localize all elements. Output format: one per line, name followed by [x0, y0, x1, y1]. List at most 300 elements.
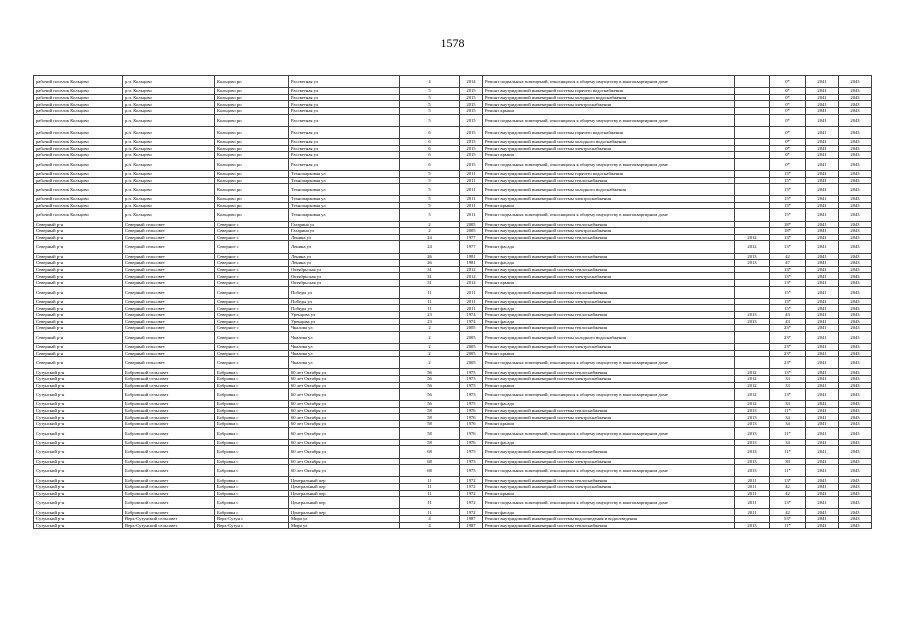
cell-year-plan-to: 2043 [839, 446, 872, 458]
cell-house: 58 [400, 414, 460, 421]
cell-year-period-start: 39 [770, 458, 806, 465]
cell-work: Ремонт внутридомовой инженерной системы теплоснабжения [483, 253, 735, 260]
cell-house: 5 [400, 202, 460, 209]
cell-year-built: 2011 [460, 298, 483, 305]
cell-year-plan-from: 2041 [806, 221, 839, 228]
cell-year-plan-to: 2043 [839, 234, 872, 241]
cell-house: 6 [400, 152, 460, 159]
cell-year-built: 1976 [460, 421, 483, 428]
cell-year-plan-to: 2043 [839, 286, 872, 298]
cell-locality: рабочий поселок Кольцово [34, 138, 123, 145]
cell-year-plan-from: 2041 [806, 407, 839, 414]
cell-year-built: 1981 [460, 260, 483, 267]
cell-house: 6 [400, 145, 460, 152]
table-row [34, 318, 872, 325]
cell-year-built: 1987 [460, 515, 483, 522]
cell-year-plan-from: 2041 [806, 427, 839, 439]
cell-settlement: Северный сельсовет [123, 221, 215, 228]
cell-municipality: Северное с [215, 260, 289, 267]
cell-municipality: Верх-Сузун с [215, 522, 289, 529]
cell-year-built: 2011 [460, 305, 483, 312]
cell-year-plan-from: 2041 [806, 490, 839, 497]
cell-house: 5 [400, 107, 460, 114]
cell-work: Ремонт фасада [483, 260, 735, 267]
cell-year-built: 1975 [460, 465, 483, 477]
cell-locality: рабочий поселок Кольцово [34, 170, 123, 177]
cell-settlement: Северный сельсовет [123, 234, 215, 241]
table-row [34, 88, 872, 95]
cell-house: 11 [400, 490, 460, 497]
cell-house: 31 [400, 266, 460, 273]
cell-year-period-start: 13* [770, 477, 806, 484]
cell-house: 58 [400, 427, 460, 439]
cell-year-plan-to: 2043 [839, 177, 872, 184]
cell-year-period-start: 47 [770, 260, 806, 267]
cell-street: Ленина ул [289, 241, 400, 253]
cell-municipality: Кольцово рп [215, 170, 289, 177]
cell-house: 26 [400, 253, 460, 260]
cell-year-built: 1975 [460, 382, 483, 389]
cell-locality: рабочий поселок Кольцово [34, 145, 123, 152]
cell-year-plan-from: 2041 [806, 234, 839, 241]
cell-settlement: Бобровский сельсовет [123, 477, 215, 484]
cell-year-plan-to: 2043 [839, 497, 872, 509]
cell-year-last [735, 177, 770, 184]
cell-settlement: Северный сельсовет [123, 286, 215, 298]
cell-settlement: Бобровский сельсовет [123, 382, 215, 389]
cell-house: 23 [400, 311, 460, 318]
cell-work: Ремонт фасада [483, 305, 735, 312]
cell-year-plan-from: 2041 [806, 266, 839, 273]
cell-municipality: Кольцово рп [215, 126, 289, 138]
cell-year-last: 2011 [735, 484, 770, 491]
cell-year-period-start: 0* [770, 114, 806, 126]
cell-locality: Сузунский р-н [34, 407, 123, 414]
table-row [34, 515, 872, 522]
cell-year-period-start: 0* [770, 138, 806, 145]
cell-year-built: 2011 [460, 286, 483, 298]
cell-year-plan-from: 2041 [806, 311, 839, 318]
cell-house: 11 [400, 484, 460, 491]
cell-year-plan-to: 2043 [839, 515, 872, 522]
cell-work: Ремонт внутридомовой инженерной системы электроснабжения [483, 273, 735, 280]
table-row [34, 407, 872, 414]
cell-house: 5 [400, 114, 460, 126]
cell-street: Технопарковая ул [289, 209, 400, 221]
cell-work: Ремонт внутридомовой инженерной системы электроснабжения [483, 484, 735, 491]
cell-street: Центральный пер [289, 497, 400, 509]
cell-year-built: 2015 [460, 138, 483, 145]
cell-year-last: 2013 [735, 407, 770, 414]
cell-year-built: 1975 [460, 375, 483, 382]
cell-locality: Северный р-н [34, 325, 123, 332]
table-row [34, 228, 872, 235]
cell-year-plan-to: 2043 [839, 76, 872, 88]
cell-street: 60 лет Октября ул [289, 465, 400, 477]
cell-year-built: 1975 [460, 401, 483, 408]
cell-year-plan-to: 2043 [839, 439, 872, 446]
cell-year-period-start: 43 [770, 311, 806, 318]
cell-work: Ремонт внутридомовой инженерной системы электроснабжения [483, 298, 735, 305]
cell-municipality: Верх-Сузун с [215, 515, 289, 522]
cell-locality: Сузунский р-н [34, 522, 123, 529]
cell-municipality: Северное с [215, 280, 289, 287]
cell-municipality: Северное с [215, 273, 289, 280]
cell-year-plan-to: 2043 [839, 101, 872, 108]
cell-year-built: 1977 [460, 241, 483, 253]
cell-locality: Сузунский р-н [34, 458, 123, 465]
cell-year-period-start: 33 [770, 401, 806, 408]
cell-settlement: Бобровский сельсовет [123, 484, 215, 491]
cell-year-last [735, 280, 770, 287]
table-row [34, 101, 872, 108]
table-row [34, 382, 872, 389]
cell-year-built: 1972 [460, 490, 483, 497]
cell-year-built: 1974 [460, 311, 483, 318]
cell-work: Ремонт внутридомовой инженерной системы горячего водоснабжения [483, 126, 735, 138]
cell-year-plan-to: 2043 [839, 273, 872, 280]
cell-year-plan-from: 2041 [806, 477, 839, 484]
cell-locality: рабочий поселок Кольцово [34, 184, 123, 196]
cell-street: Рассветная ул [289, 107, 400, 114]
cell-year-built: 1972 [460, 509, 483, 516]
table-row [34, 484, 872, 491]
cell-locality: Северный р-н [34, 280, 123, 287]
cell-house: 2 [400, 325, 460, 332]
cell-year-plan-to: 2043 [839, 421, 872, 428]
cell-year-plan-to: 2043 [839, 343, 872, 350]
cell-municipality: Северное с [215, 305, 289, 312]
cell-year-built: 2015 [460, 94, 483, 101]
cell-year-plan-from: 2041 [806, 350, 839, 357]
cell-locality: рабочий поселок Кольцово [34, 152, 123, 159]
table-row [34, 107, 872, 114]
cell-house: 5 [400, 88, 460, 95]
cell-year-last [735, 515, 770, 522]
cell-work: Ремонт внутридомовой инженерной системы электроснабжения [483, 196, 735, 203]
cell-year-last: 2013 [735, 414, 770, 421]
cell-year-built: 2005 [460, 228, 483, 235]
cell-house: 4 [400, 522, 460, 529]
table-row [34, 350, 872, 357]
cell-year-built: 1972 [460, 497, 483, 509]
cell-street: Победы ул [289, 286, 400, 298]
cell-municipality: Северное с [215, 350, 289, 357]
table-row [34, 152, 872, 159]
cell-year-last: 2012 [735, 401, 770, 408]
cell-street: Октябрьская ул [289, 273, 400, 280]
cell-municipality: Бобровка с [215, 414, 289, 421]
cell-work: Ремонт внутридомовой инженерной системы теплоснабжения [483, 234, 735, 241]
cell-year-plan-to: 2043 [839, 126, 872, 138]
cell-year-built: 1975 [460, 389, 483, 401]
cell-street: Чкалова ул [289, 357, 400, 369]
cell-work: Ремонт крыши [483, 280, 735, 287]
cell-municipality: Бобровка с [215, 401, 289, 408]
cell-year-period-start: 23* [770, 331, 806, 343]
cell-municipality: Бобровка с [215, 446, 289, 458]
cell-municipality: Бобровка с [215, 477, 289, 484]
cell-year-last: 2012 [735, 241, 770, 253]
cell-settlement: Бобровский сельсовет [123, 375, 215, 382]
cell-work: Ремонт внутридомовой инженерной системы электроснабжения [483, 343, 735, 350]
cell-locality: рабочий поселок Кольцово [34, 196, 123, 203]
cell-street: Технопарковая ул [289, 184, 400, 196]
table-row [34, 184, 872, 196]
cell-locality: Северный р-н [34, 253, 123, 260]
cell-year-built: 2005 [460, 357, 483, 369]
cell-municipality: Кольцово рп [215, 114, 289, 126]
cell-year-plan-to: 2043 [839, 490, 872, 497]
cell-locality: Сузунский р-н [34, 490, 123, 497]
cell-settlement: р.п. Кольцово [123, 152, 215, 159]
cell-locality: рабочий поселок Кольцово [34, 126, 123, 138]
cell-year-plan-from: 2041 [806, 228, 839, 235]
cell-municipality: Кольцово рп [215, 184, 289, 196]
cell-year-last [735, 343, 770, 350]
cell-municipality: Бобровка с [215, 407, 289, 414]
cell-year-period-start: 23* [770, 350, 806, 357]
cell-year-last [735, 101, 770, 108]
cell-year-built: 2011 [460, 177, 483, 184]
cell-year-period-start: 13* [770, 497, 806, 509]
cell-municipality: Северное с [215, 311, 289, 318]
cell-street: 60 лет Октября ул [289, 446, 400, 458]
cell-year-built: 2012 [460, 273, 483, 280]
cell-work: Ремонт подвальных помещений, относящихся к общему имуществу в многоквартирном доме [483, 497, 735, 509]
cell-year-last [735, 107, 770, 114]
cell-year-plan-from: 2041 [806, 458, 839, 465]
cell-street: Мира ул [289, 522, 400, 529]
cell-house: 2 [400, 331, 460, 343]
cell-year-plan-from: 2041 [806, 152, 839, 159]
cell-work: Ремонт крыши [483, 107, 735, 114]
cell-settlement: Бобровский сельсовет [123, 401, 215, 408]
cell-year-last [735, 221, 770, 228]
cell-settlement: Северный сельсовет [123, 241, 215, 253]
cell-house: 68 [400, 446, 460, 458]
cell-municipality: Северное с [215, 221, 289, 228]
cell-year-plan-from: 2041 [806, 343, 839, 350]
cell-year-built: 2011 [460, 209, 483, 221]
cell-year-period-start: 0* [770, 145, 806, 152]
table-row [34, 331, 872, 343]
cell-year-plan-to: 2043 [839, 107, 872, 114]
cell-year-plan-from: 2041 [806, 170, 839, 177]
cell-locality: Северный р-н [34, 228, 123, 235]
cell-municipality: Бобровка с [215, 497, 289, 509]
cell-settlement: Бобровский сельсовет [123, 389, 215, 401]
cell-year-last [735, 228, 770, 235]
cell-municipality: Кольцово рп [215, 196, 289, 203]
cell-street: Центральный пер [289, 509, 400, 516]
cell-street: Ленина ул [289, 234, 400, 241]
cell-street: 60 лет Октября ул [289, 407, 400, 414]
cell-street: Рассветная ул [289, 145, 400, 152]
cell-year-last: 2012 [735, 234, 770, 241]
cell-year-plan-from: 2041 [806, 126, 839, 138]
cell-year-plan-to: 2043 [839, 221, 872, 228]
cell-street: Ленина ул [289, 253, 400, 260]
cell-street: 60 лет Октября ул [289, 389, 400, 401]
cell-year-last [735, 305, 770, 312]
cell-settlement: р.п. Кольцово [123, 170, 215, 177]
cell-year-period-start: 33 [770, 382, 806, 389]
cell-year-plan-to: 2043 [839, 311, 872, 318]
cell-year-period-start: 42 [770, 509, 806, 516]
cell-house: 5 [400, 184, 460, 196]
table-row [34, 311, 872, 318]
table-row [34, 76, 872, 88]
cell-year-plan-from: 2041 [806, 421, 839, 428]
cell-house: 23 [400, 318, 460, 325]
cell-locality: Сузунский р-н [34, 439, 123, 446]
table-row [34, 446, 872, 458]
cell-year-last [735, 196, 770, 203]
table-row [34, 343, 872, 350]
table-row [34, 260, 872, 267]
cell-municipality: Северное с [215, 253, 289, 260]
cell-year-plan-from: 2041 [806, 145, 839, 152]
table-row [34, 209, 872, 221]
cell-year-period-start: 34 [770, 414, 806, 421]
cell-year-period-start: 13* [770, 266, 806, 273]
cell-municipality: Северное с [215, 325, 289, 332]
cell-year-built: 2015 [460, 158, 483, 170]
cell-year-last [735, 126, 770, 138]
cell-locality: рабочий поселок Кольцово [34, 88, 123, 95]
cell-locality: Северный р-н [34, 343, 123, 350]
cell-municipality: Кольцово рп [215, 107, 289, 114]
table-row [34, 177, 872, 184]
cell-municipality: Бобровка с [215, 465, 289, 477]
cell-settlement: Северный сельсовет [123, 311, 215, 318]
cell-municipality: Северное с [215, 298, 289, 305]
cell-year-plan-to: 2043 [839, 266, 872, 273]
cell-year-period-start: 42 [770, 253, 806, 260]
page-number: 1578 [440, 36, 465, 50]
cell-year-last [735, 357, 770, 369]
cell-year-period-start: 15* [770, 196, 806, 203]
cell-year-last [735, 266, 770, 273]
cell-municipality: Северное с [215, 228, 289, 235]
cell-work: Ремонт подвальных помещений, относящихся к общему имуществу в многоквартирном доме [483, 158, 735, 170]
cell-settlement: р.п. Кольцово [123, 88, 215, 95]
cell-work: Ремонт внутридомовой инженерной системы теплоснабжения [483, 266, 735, 273]
cell-house: 26 [400, 260, 460, 267]
cell-house: 6 [400, 158, 460, 170]
cell-work: Ремонт подвальных помещений, относящихся к общему имуществу в многоквартирном доме [483, 357, 735, 369]
table-row [34, 458, 872, 465]
cell-settlement: Северный сельсовет [123, 357, 215, 369]
cell-year-period-start: 15* [770, 184, 806, 196]
table-row [34, 522, 872, 529]
cell-settlement: Бобровский сельсовет [123, 427, 215, 439]
cell-work: Ремонт внутридомовой инженерной системы теплоснабжения [483, 407, 735, 414]
cell-house: 2 [400, 350, 460, 357]
table-row [34, 170, 872, 177]
cell-year-plan-to: 2043 [839, 305, 872, 312]
cell-municipality: Бобровка с [215, 375, 289, 382]
cell-house: 56 [400, 369, 460, 376]
cell-settlement: Бобровский сельсовет [123, 369, 215, 376]
cell-house: 4 [400, 515, 460, 522]
cell-year-period-start: 13* [770, 280, 806, 287]
cell-year-period-start: 0* [770, 126, 806, 138]
cell-year-period-start: 13* [770, 234, 806, 241]
cell-settlement: Северный сельсовет [123, 325, 215, 332]
table-row [34, 94, 872, 101]
cell-street: Центральный пер [289, 477, 400, 484]
cell-settlement: р.п. Кольцово [123, 101, 215, 108]
cell-year-built: 2012 [460, 280, 483, 287]
cell-work: Ремонт внутридомовой инженерной системы теплоснабжения [483, 369, 735, 376]
cell-year-plan-from: 2041 [806, 253, 839, 260]
cell-locality: рабочий поселок Кольцово [34, 158, 123, 170]
cell-year-plan-from: 2041 [806, 94, 839, 101]
cell-year-built: 1976 [460, 439, 483, 446]
table-row [34, 196, 872, 203]
cell-house: 56 [400, 389, 460, 401]
cell-year-period-start: 0* [770, 94, 806, 101]
cell-settlement: Северный сельсовет [123, 331, 215, 343]
cell-street: Рассветная ул [289, 126, 400, 138]
cell-year-period-start: 13* [770, 389, 806, 401]
cell-year-plan-from: 2041 [806, 369, 839, 376]
cell-year-built: 2011 [460, 202, 483, 209]
cell-year-last: 2013 [735, 253, 770, 260]
cell-year-plan-to: 2043 [839, 458, 872, 465]
cell-municipality: Северное с [215, 266, 289, 273]
cell-street: Рассветная ул [289, 88, 400, 95]
cell-year-built: 1974 [460, 318, 483, 325]
cell-municipality: Северное с [215, 318, 289, 325]
cell-house: 68 [400, 465, 460, 477]
cell-street: Гагарина ул [289, 221, 400, 228]
cell-locality: Сузунский р-н [34, 375, 123, 382]
cell-year-plan-from: 2041 [806, 280, 839, 287]
cell-year-last: 2013 [735, 421, 770, 428]
cell-year-plan-to: 2043 [839, 401, 872, 408]
cell-year-period-start: 23* [770, 325, 806, 332]
cell-year-plan-to: 2043 [839, 325, 872, 332]
cell-year-plan-from: 2041 [806, 177, 839, 184]
table-row [34, 427, 872, 439]
cell-settlement: Северный сельсовет [123, 305, 215, 312]
cell-year-plan-from: 2041 [806, 515, 839, 522]
cell-year-plan-to: 2043 [839, 298, 872, 305]
cell-locality: Северный р-н [34, 241, 123, 253]
cell-settlement: р.п. Кольцово [123, 202, 215, 209]
cell-municipality: Кольцово рп [215, 209, 289, 221]
cell-street: Мира ул [289, 515, 400, 522]
cell-year-last: 2013 [735, 446, 770, 458]
cell-house: 6 [400, 126, 460, 138]
cell-year-plan-to: 2043 [839, 145, 872, 152]
cell-year-plan-from: 2041 [806, 382, 839, 389]
cell-work: Ремонт фасада [483, 439, 735, 446]
table-row [34, 202, 872, 209]
cell-year-built: 1975 [460, 369, 483, 376]
cell-locality: Сузунский р-н [34, 389, 123, 401]
cell-year-built: 1975 [460, 458, 483, 465]
cell-work: Ремонт внутридомовой инженерной системы теплоснабжения [483, 177, 735, 184]
cell-street: Ленина ул [289, 260, 400, 267]
cell-locality: Северный р-н [34, 273, 123, 280]
cell-year-plan-from: 2041 [806, 465, 839, 477]
cell-year-last [735, 138, 770, 145]
cell-municipality: Северное с [215, 241, 289, 253]
